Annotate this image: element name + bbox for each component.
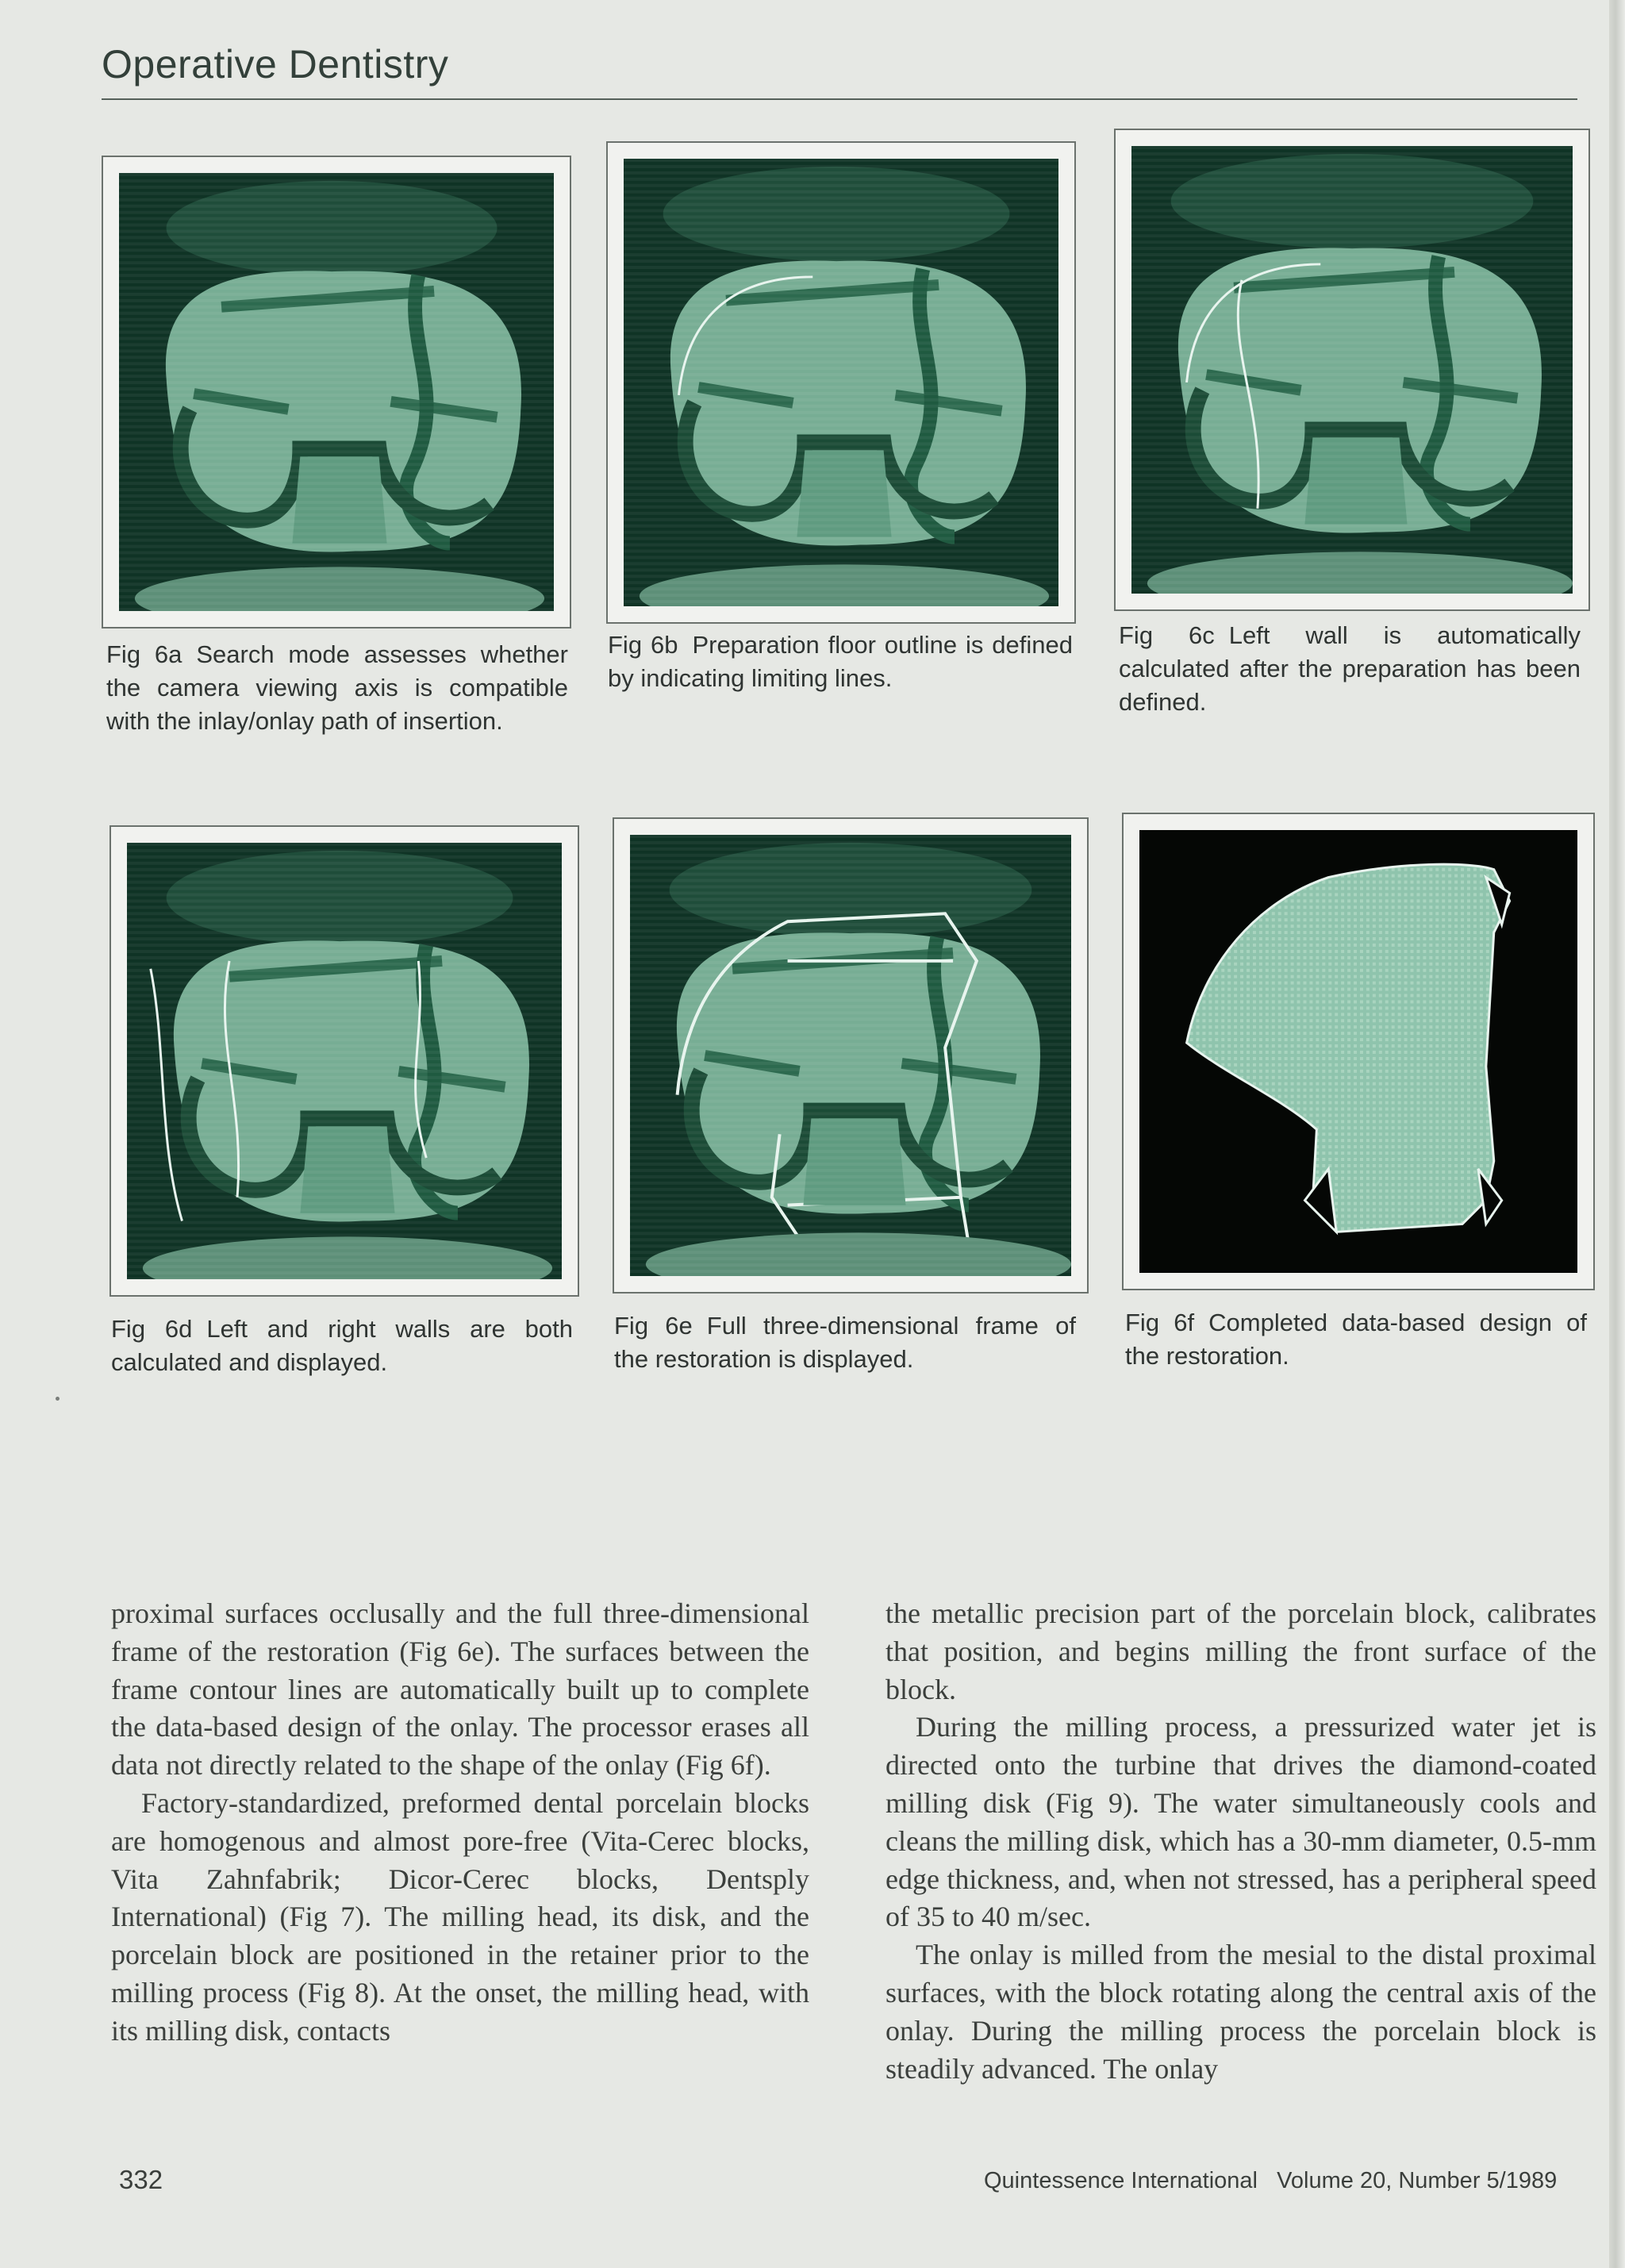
- figure-6b-label: Fig 6b: [608, 631, 678, 659]
- tooth-preparation-image: [119, 173, 554, 611]
- figure-6c-caption-text: Left wall is automatically calculated after the preparation has been defined.: [1119, 621, 1581, 716]
- figure-6a: [102, 156, 571, 629]
- tooth-preparation-image: [624, 159, 1058, 606]
- figure-6b-caption-text: Preparation floor outline is defined by indicating limiting lines.: [608, 631, 1073, 692]
- figure-6f-caption: [1125, 1306, 1587, 1373]
- page-number: 332: [119, 2165, 163, 2194]
- journal-name: Quintessence International: [984, 2168, 1258, 2193]
- body-paragraph: proximal surfaces occlusally and the full three-dimensional frame of the restoration (Fig 6e). The surfaces between the frame contour lines are automatically built up to complete the data-based design of the onlay. The processor erases all data not directly related to the shape of the onlay (Fig 6f).: [111, 1597, 809, 1782]
- stray-mark: [56, 1397, 60, 1401]
- figure-6a-caption: [106, 638, 568, 738]
- body-right-column: [885, 1595, 1596, 2088]
- restoration-design-image: [1139, 830, 1577, 1273]
- body-paragraph: During the milling process, a pressurized water jet is directed onto the turbine that drives the diamond-coated milling disk (Fig 9). The water simultaneously cools and cleans the milling disk, which has a 30-mm diameter, 0.5-mm edge thickness, and, when not stressed, has a peripheral speed of 35 to 40 m/sec.: [885, 1711, 1596, 1933]
- page-edge: [1609, 0, 1625, 2268]
- figure-6f: [1122, 813, 1595, 1290]
- figure-6f-caption-text: Completed data-based design of the restoration.: [1125, 1309, 1588, 1370]
- figure-6e-image: [630, 835, 1071, 1276]
- figure-6c: [1114, 129, 1590, 611]
- figure-6c-image: [1131, 146, 1573, 594]
- journal-footer: [984, 2168, 1557, 2194]
- figure-6d-caption-text: Left and right walls are both calculated and displayed.: [111, 1315, 573, 1376]
- figure-6d-label: Fig 6d: [111, 1315, 193, 1343]
- figure-6b-image: [624, 159, 1058, 606]
- figure-6b-caption: [608, 629, 1073, 695]
- figure-6e-caption-text: Full three-dimensional frame of the restoration is displayed.: [614, 1312, 1076, 1373]
- figure-6e: [613, 817, 1089, 1294]
- header-rule: [102, 98, 1577, 100]
- figure-6e-label: Fig 6e: [614, 1312, 693, 1340]
- body-left-column: [111, 1595, 809, 2051]
- figure-6e-caption: [614, 1309, 1076, 1376]
- figure-6d-caption: [111, 1313, 573, 1379]
- figure-6d: [109, 825, 579, 1297]
- figure-6c-caption: [1119, 619, 1581, 719]
- body-paragraph: The onlay is milled from the mesial to the distal proximal surfaces, with the block rotating along the central axis of the onlay. During the milling process the porcelain block is steadily advanced. The onlay: [885, 1939, 1596, 2085]
- figure-6a-image: [119, 173, 554, 611]
- figure-6c-label: Fig 6c: [1119, 621, 1215, 649]
- figure-6a-label: Fig 6a: [106, 640, 182, 668]
- running-head: Operative Dentistry: [102, 42, 449, 86]
- journal-volume: Volume 20, Number 5/1989: [1277, 2168, 1558, 2193]
- tooth-preparation-image: [630, 835, 1071, 1276]
- body-paragraph: Factory-standardized, preformed dental porcelain blocks are homogenous and almost pore-free (Vita-Cerec blocks, Vita Zahnfabrik; Dicor-Cerec blocks, Dentsply International) (Fig 7). The milling head, its disk, and the porcelain block are positioned in the retainer prior to the milling process (Fig 8). At the onset, the milling head, with its milling disk, contacts: [111, 1786, 809, 2047]
- tooth-preparation-image: [1131, 146, 1573, 594]
- figure-6b: [606, 141, 1076, 624]
- figure-6d-image: [127, 843, 562, 1279]
- figure-6f-label: Fig 6f: [1125, 1309, 1195, 1336]
- tooth-preparation-image: [127, 843, 562, 1279]
- body-paragraph: the metallic precision part of the porcelain block, calibrates that position, and begins milling the front surface of the block.: [885, 1597, 1596, 1705]
- figure-6f-image: [1139, 830, 1577, 1273]
- figure-6a-caption-text: Search mode assesses whether the camera viewing axis is compatible with the inlay/onlay path of insertion.: [106, 640, 568, 735]
